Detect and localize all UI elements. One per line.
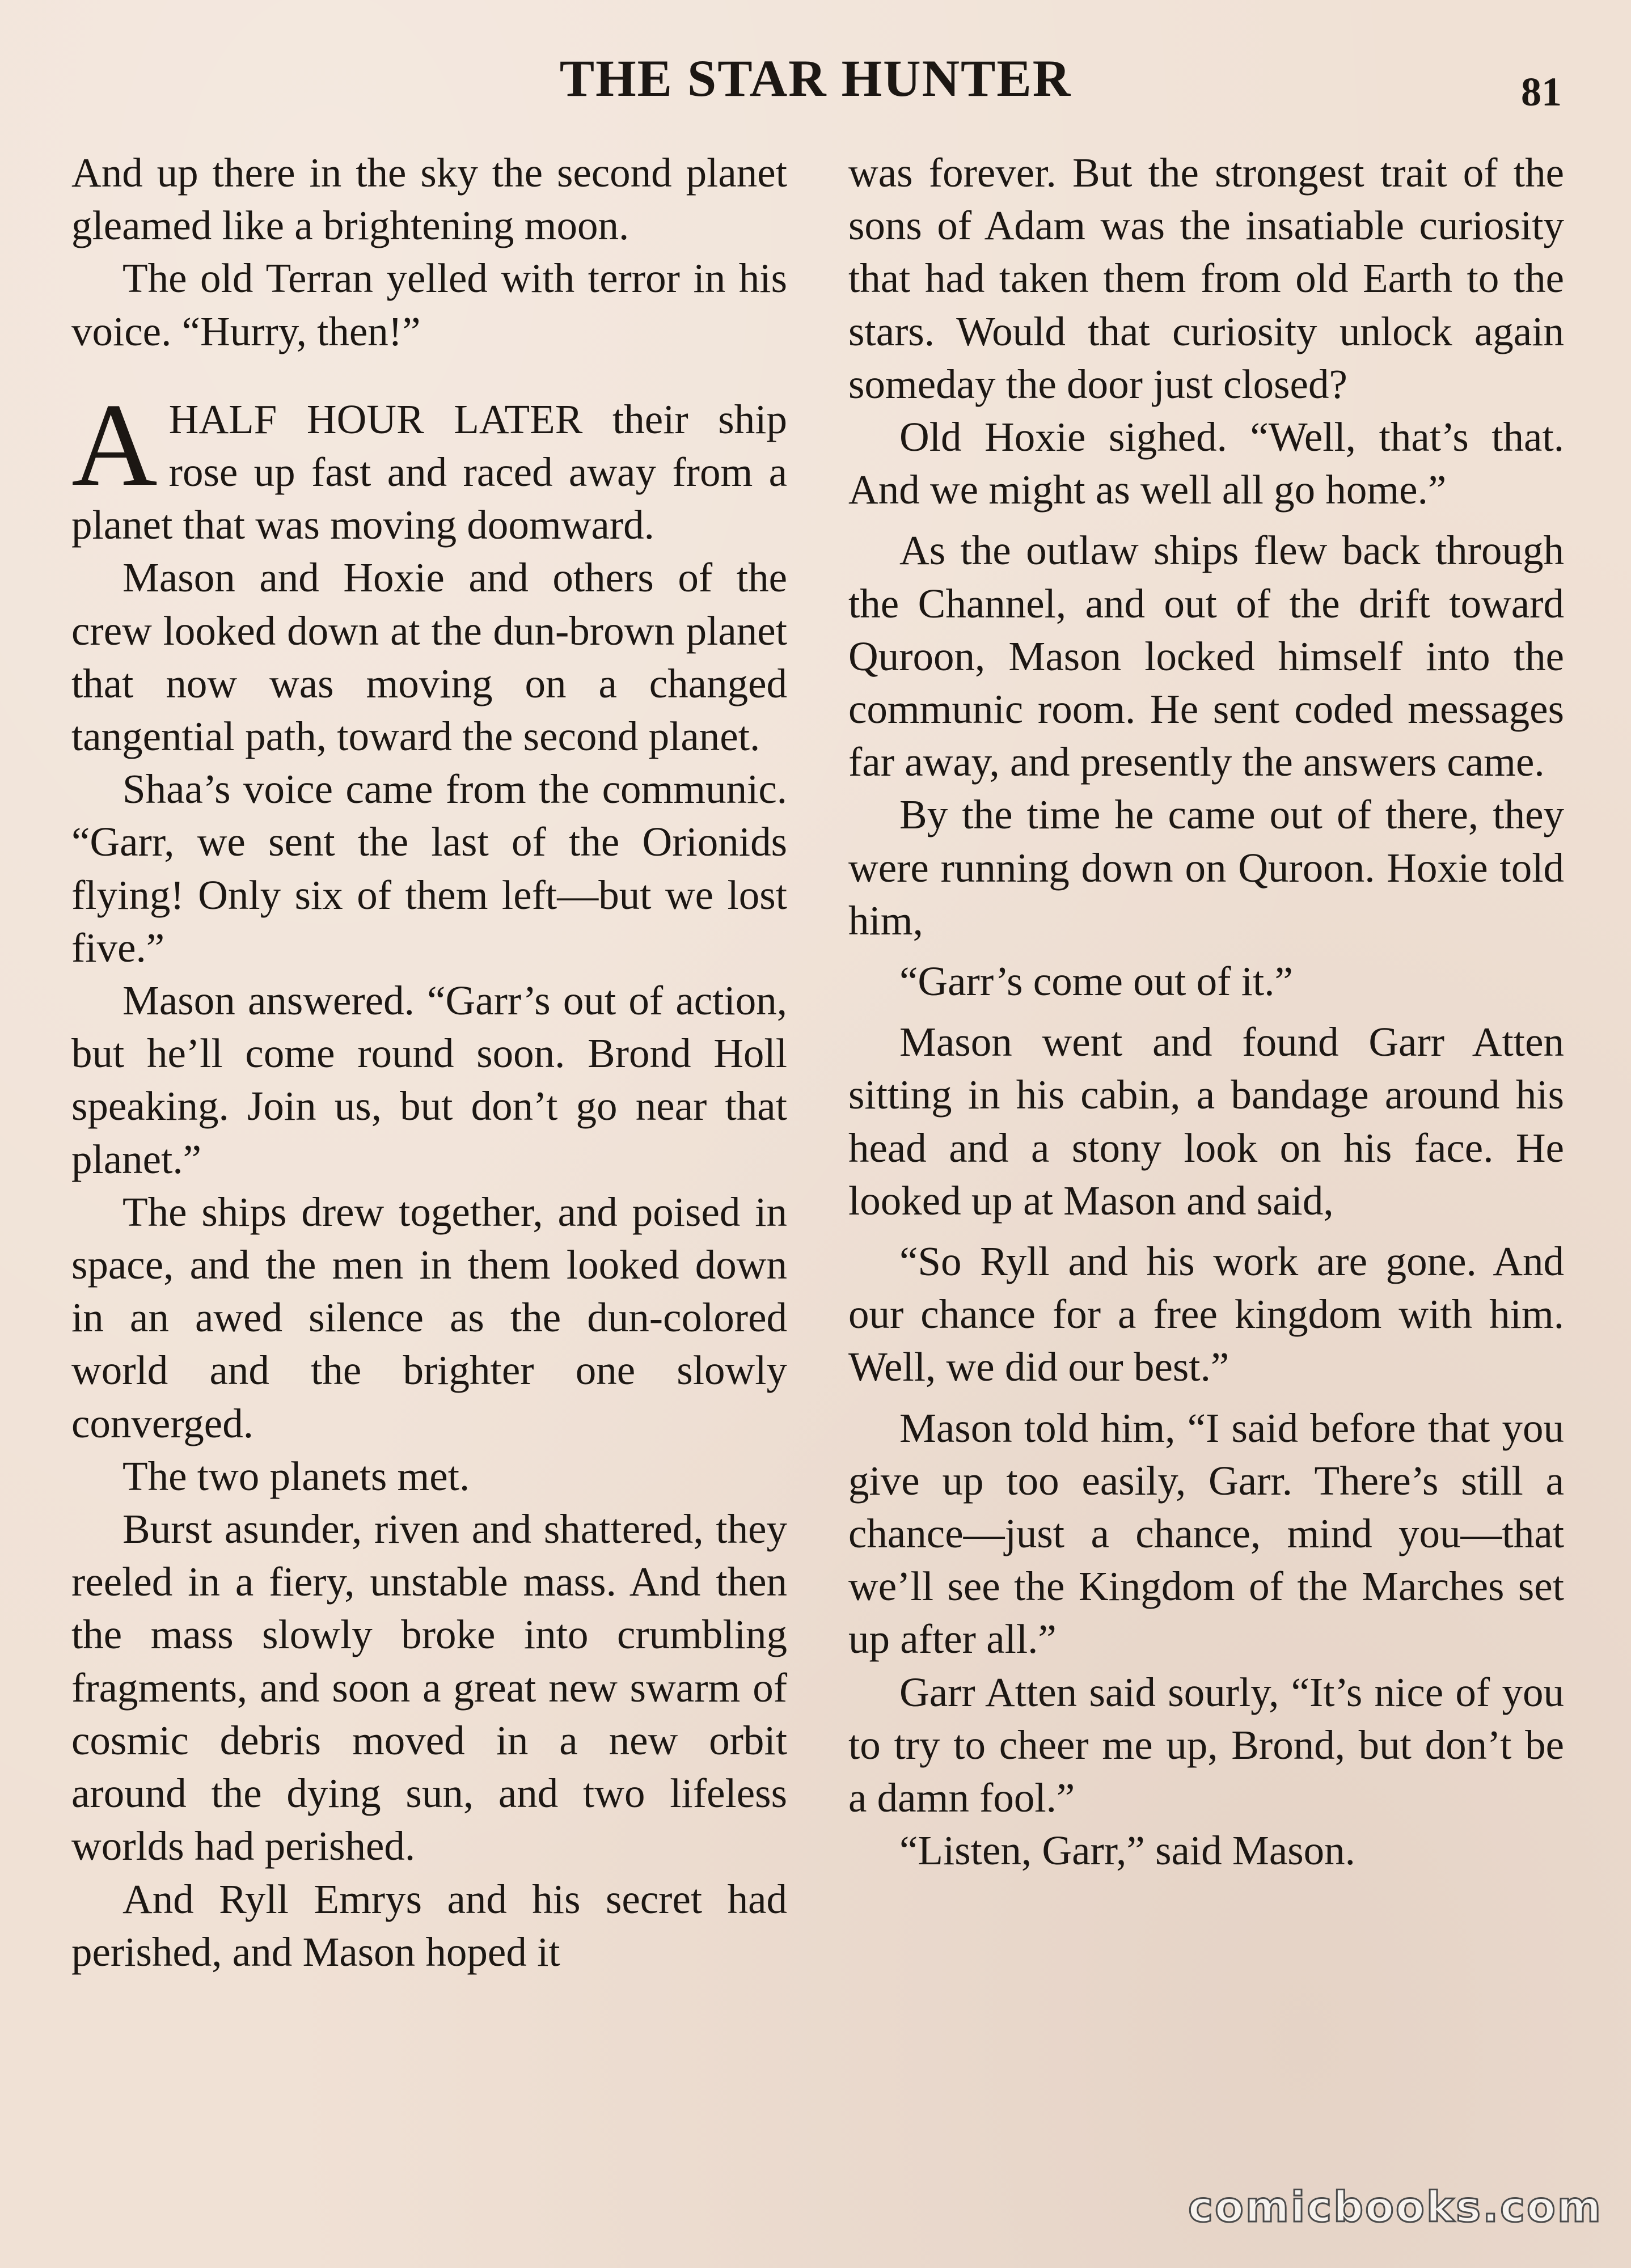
- paragraph: Burst asunder, riven and shattered, they reeled in a fiery, unstable mass. And then the mass slowly broke into crumbling fragments, and soon a great new swarm of cosmic debris moved in a new orbit around the dying sun, and two lifeless worlds had perished.: [71, 1506, 787, 1869]
- lead-in-small-caps: HALF HOUR LATER: [168, 396, 583, 442]
- paragraph: And up there in the sky the second planet gleamed like a brightening moon.: [71, 150, 787, 249]
- paragraph: And Ryll Emrys and his secret had perished, and Mason hoped it: [71, 1876, 787, 1975]
- drop-cap: A: [71, 379, 158, 511]
- paragraph: Mason answered. “Garr’s out of action, but he’ll come round soon. Brond Holl speaking. Join us, but don’t go near that planet.”: [71, 978, 787, 1182]
- right-column: [848, 146, 1564, 1877]
- paragraph: Garr Atten said sourly, “It’s nice of you to try to cheer me up, Brond, but don’t be a damn fool.”: [848, 1669, 1564, 1821]
- paragraph: Old Hoxie sighed. “Well, that’s that. And we might as well all go home.”: [848, 414, 1564, 513]
- running-title: THE STAR HUNTER: [559, 49, 1072, 107]
- left-column: [71, 146, 787, 1978]
- paragraph: The ships drew together, and poised in space, and the men in them looked down in an awed silence as the dun-colored world and the brighter one slowly converged.: [71, 1188, 787, 1446]
- paragraph: The two planets met.: [122, 1453, 470, 1499]
- paragraph: “Listen, Garr,” said Mason.: [899, 1827, 1355, 1874]
- paragraph: Shaa’s voice came from the communic. “Garr, we sent the last of the Orionids flying! Only six of them left—but we lost five.”: [71, 766, 787, 971]
- paragraph: Mason told him, “I said before that you give up too easily, Garr. There’s still a chance—just a chance, mind you—that we’ll see the Kingdom of the Marches set up after all.”: [848, 1404, 1564, 1662]
- paragraph: “Garr’s come out of it.”: [899, 958, 1293, 1005]
- paragraph: The old Terran yelled with terror in his voice. “Hurry, then!”: [71, 255, 787, 354]
- section-opening-paragraph: [71, 379, 787, 552]
- paragraph: was forever. But the strongest trait of the sons of Adam was the insatiable curiosity that had taken them from old Earth to the stars. Would that curiosity unlock again someday the door just closed?: [848, 150, 1564, 407]
- paragraph: As the outlaw ships flew back through the Channel, and out of the drift toward Quroon, Mason locked himself into the communic room. He sent coded messages far away, and presently the answers came.: [848, 527, 1564, 785]
- watermark: comicbooks.com: [1188, 2183, 1603, 2232]
- paragraph: By the time he came out of there, they were running down on Quroon. Hoxie told him,: [848, 792, 1564, 943]
- paragraph: “So Ryll and his work are gone. And our chance for a free kingdom with him. Well, we did our best.”: [848, 1238, 1564, 1390]
- paragraph: Mason and Hoxie and others of the crew looked down at the dun-brown planet that now was moving on a changed tangential path, toward the second planet.: [71, 555, 787, 760]
- paragraph: Mason went and found Garr Atten sitting in his cabin, a bandage around his head and a stony look on his face. He looked up at Mason and said,: [848, 1019, 1564, 1224]
- paragraph-text: their ship rose up fast and raced away from a planet that was moving doomward.: [71, 396, 787, 548]
- page-number: 81: [1521, 69, 1562, 115]
